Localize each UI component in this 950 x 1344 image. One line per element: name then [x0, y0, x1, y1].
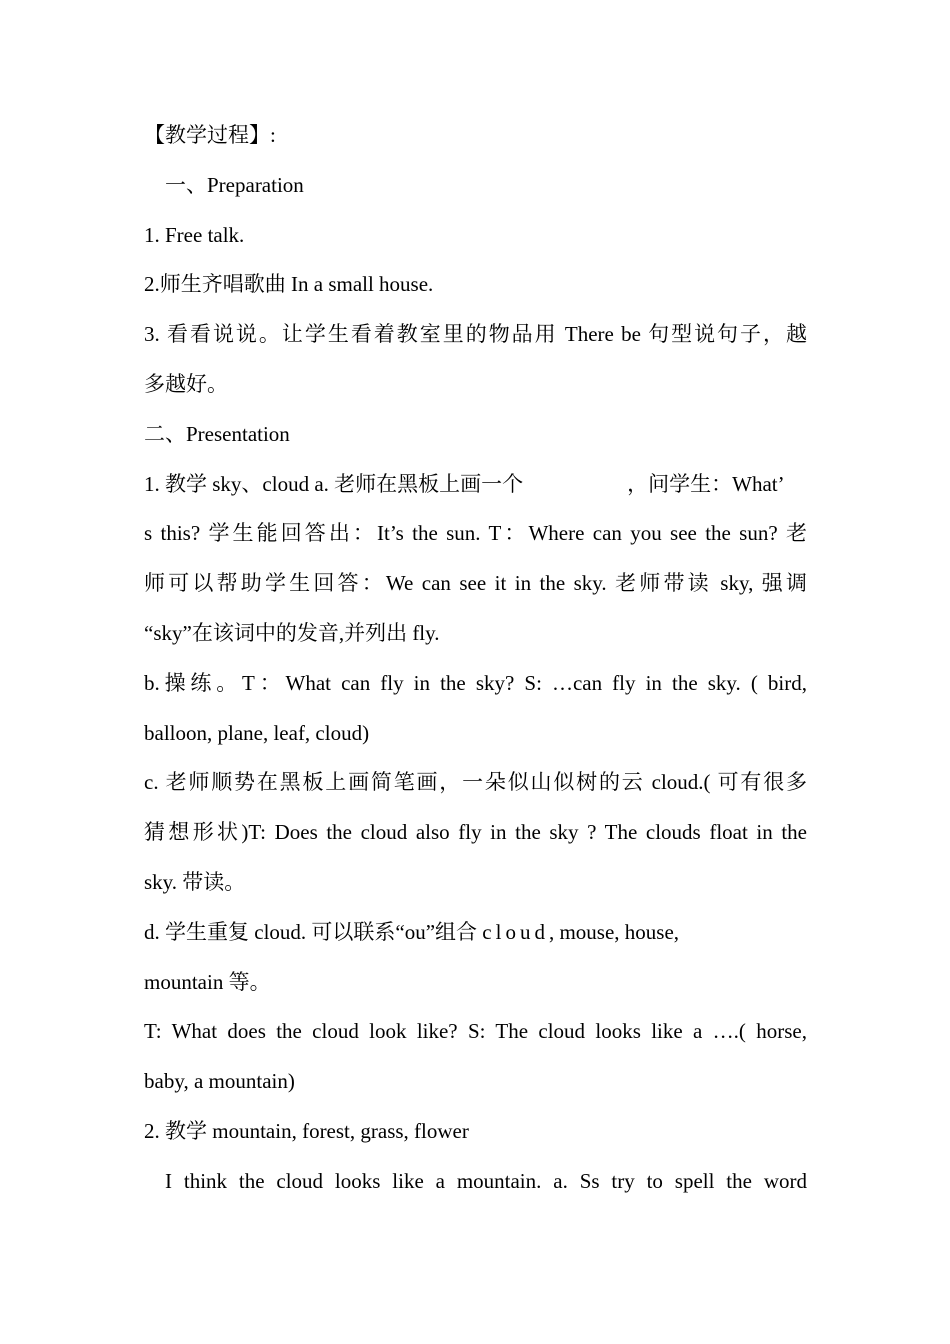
section-preparation-title: 一、Preparation [165, 172, 304, 197]
paragraph-repeat-cloud-line1 [144, 908, 807, 958]
paragraph-draw-cloud-line1: c. 老师顺势在黑板上画简笔画，一朵似山似树的云 cloud.( 可有很多 [144, 770, 807, 795]
paragraph-repeat-cloud-word: cloud [482, 919, 549, 944]
paragraph-sky-cloud-line1-start: 1. 教学 sky、cloud a. 老师在黑板上画一个 [144, 471, 524, 496]
teaching-process-heading: 【教学过程】: [144, 123, 276, 147]
item-free-talk: 1. Free talk. [144, 222, 245, 247]
section-presentation-title: 二、Presentation [144, 421, 290, 446]
paragraph-sky-cloud-line2: s this? 学生能回答出：It’s the sun. T：Where can you see the sun? 老 [144, 521, 807, 546]
paragraph-sky-cloud-line1-end: ，问学生：What’ [627, 471, 785, 496]
item-look-and-say-line1: 3. 看看说说。让学生看着教室里的物品用 There be 句型说句子，越 [144, 322, 807, 347]
paragraph-spell-word: I think the cloud looks like a mountain. a. Ss try to spell the word [165, 1168, 807, 1193]
paragraph-cloud-look-like-line2: baby, a mountain) [144, 1069, 295, 1094]
paragraph-repeat-cloud-end: , mouse, house, [548, 919, 680, 944]
lesson-content [144, 111, 807, 1207]
paragraph-repeat-cloud-start: d. 学生重复 cloud. 可以联系“ou”组合 [144, 919, 478, 944]
paragraph-sky-cloud-line4: “sky”在该词中的发音,并列出 fly. [144, 620, 440, 645]
paragraph-draw-cloud-line3: sky. 带读。 [144, 869, 246, 894]
paragraph-repeat-cloud-line2: mountain 等。 [144, 969, 271, 994]
item-sing-song: 2.师生齐唱歌曲 In a small house. [144, 272, 434, 297]
paragraph-practice-line2: balloon, plane, leaf, cloud) [144, 720, 370, 745]
paragraph-sky-cloud-line3: 师可以帮助学生回答：We can see it in the sky. 老师带读 sky, 强调 [144, 571, 807, 596]
paragraph-sky-cloud-line1 [144, 460, 807, 510]
paragraph-cloud-look-like-line1: T: What does the cloud look like? S: The cloud looks like a ….( horse, [144, 1019, 807, 1044]
paragraph-draw-cloud-line2: 猜想形状)T: Does the cloud also fly in the sky ? The clouds float in the [144, 820, 807, 845]
item-look-and-say-line2: 多越好。 [144, 371, 228, 396]
item-teach-mountain: 2. 教学 mountain, forest, grass, flower [144, 1118, 469, 1143]
paragraph-practice-line1: b.操练。T：What can fly in the sky? S: …can fly in the sky. ( bird, [144, 670, 807, 695]
